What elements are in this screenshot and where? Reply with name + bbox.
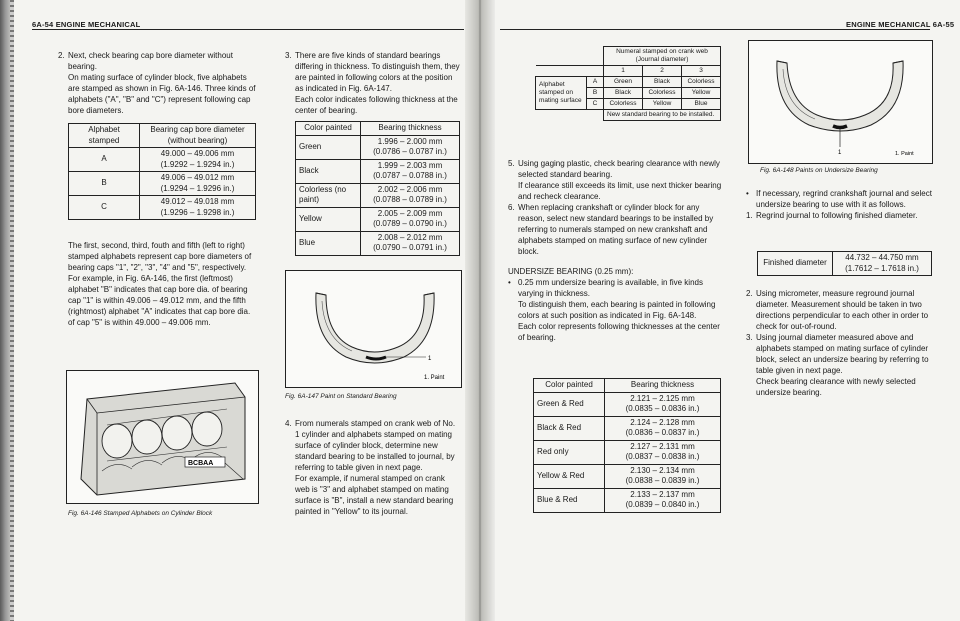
table-row: B 49.006 – 49.012 mm (1.9294 – 1.9296 in.) [69, 172, 256, 196]
figure-legend: 1. Paint [895, 151, 914, 157]
table-row: Finished diameter 44.732 – 44.750 mm (1.7612 – 1.7618 in.) [758, 252, 932, 276]
standard-bearing-table [295, 121, 460, 256]
table-row: Alphabet stamped on mating surface A Green Black Colorless [536, 77, 721, 88]
right-col-1 [508, 158, 726, 343]
table-row: C Colorless Yellow Blue [536, 99, 721, 110]
left-col-1 [58, 50, 258, 328]
table-header: Bearing thickness [605, 379, 721, 393]
right-page-header: ENGINE MECHANICAL 6A-55 [846, 20, 955, 29]
step-2: 2. Next, check bearing cap bore diameter without bearing. On mating surface of cylinder block, five alphabets are stamped as shown in Fig. 6A-146. Three kinds of alphabets ("A", "B" and "C") represent following cap bore diameters. [58, 50, 258, 116]
table-header: Bearing cap bore diameter (without bearing) [140, 124, 256, 148]
left-col-2-lower [285, 418, 461, 517]
left-page-header: 6A-54 ENGINE MECHANICAL [32, 20, 141, 29]
undersize-bearing-illustration [749, 41, 932, 163]
right-col-2-lower [746, 288, 932, 398]
figure-6a-146-caption: Fig. 6A-146 Stamped Alphabets on Cylinder Block [68, 510, 213, 517]
book-gutter [465, 0, 495, 621]
bearing-selection-matrix: Numeral stamped on crank web (Journal diameter) 1 2 3 Alphabet stamped on mating surface A Green Black Colorless B Black Colorless Yellow C Colorless Yellow Blue New standard bearing to be installed. [535, 46, 721, 121]
book-spine-edge [0, 0, 14, 621]
matrix-top-header: Numeral stamped on crank web (Journal diameter) [604, 47, 721, 66]
step-2-text: Next, check bearing cap bore diameter without bearing. [68, 51, 233, 71]
figure-6a-147-caption: Fig. 6A-147 Paint on Standard Bearing [285, 393, 397, 400]
undersize-bullet: • 0.25 mm undersize bearing is available, in five kinds varying in thickness. To distinguish them, each bearing is painted in following colors at such position as indicated in Fig. 6A-148. Each color represents following thicknesses at the center of bearing. [508, 278, 720, 342]
table-row: B Black Colorless Yellow [536, 88, 721, 99]
left-col-2 [285, 50, 461, 256]
figure-6a-148-caption: Fig. 6A-148 Paints on Undersize Bearing [760, 167, 878, 174]
matrix-side-header: Alphabet stamped on mating surface [536, 77, 587, 110]
table-header: Alphabet stamped [69, 124, 140, 148]
figure-6a-147 [285, 270, 462, 388]
table-row: Green & Red 2.121 – 2.125 mm (0.0835 – 0.0836 in.) [534, 392, 721, 416]
undersize-heading: UNDERSIZE BEARING (0.25 mm): [508, 267, 634, 276]
table-row: Red only 2.127 – 2.131 mm (0.0837 – 0.0838 in.) [534, 440, 721, 464]
step-3: 3. There are five kinds of standard bearings differing in thickness. To distinguish them, they are painted in following colors at the position as indicated in Fig. 6A-147. Each color indicates following thickness at the center of bearing. [285, 51, 460, 115]
stamp-letters: BCBAA [188, 460, 214, 467]
regrind-step-2: 2. Using micrometer, measure reground journal diameter. Measurement should be taken in two directions perpendicular to each other in order to check for out-of-round. [746, 289, 929, 331]
stamp-explanation: The first, second, third, fouth and fifth (left to right) stamped alphabets represent cap bore diameters of bearing caps "1", "2", "3", "4" and "5", respectively. For example, in Fig. 6A-146, the first (leftmost) alphabet "B" indicates that cap bore dia. of bearing cap "1" is within 49.006 – 49.012 mm, and the fifth (rightmost) alphabet "A" indicates that cap bore dia. of cap "5" is within 49.000 – 49.006 mm. [68, 241, 252, 327]
cap-bore-table [68, 123, 256, 220]
table-row: Black & Red 2.124 – 2.128 mm (0.0836 – 0.0837 in.) [534, 416, 721, 440]
matrix-note: New standard bearing to be installed. [604, 110, 721, 121]
table-row: Black 1.999 – 2.003 mm (0.0787 – 0.0788 in.) [296, 159, 460, 183]
callout-1: 1 [428, 356, 432, 362]
step-2-detail: On mating surface of cylinder block, five alphabets are stamped as shown in Fig. 6A-146. Three kinds of alphabets ("A", "B" and "C") represent following cap bore diameters. [68, 73, 256, 115]
table-header: Bearing thickness [361, 122, 460, 136]
left-header-rule [32, 29, 464, 30]
regrind-bullet: • If necessary, regrind crankshaft journal and select undersize bearing to use with it as follows. [746, 189, 932, 209]
figure-6a-148 [748, 40, 933, 164]
table-row: Yellow & Red 2.130 – 2.134 mm (0.0838 – 0.0839 in.) [534, 464, 721, 488]
right-header-rule [500, 29, 930, 30]
table-row: Yellow 2.005 – 2.009 mm (0.0789 – 0.0790 in.) [296, 207, 460, 231]
table-row: Blue & Red 2.133 – 2.137 mm (0.0839 – 0.0840 in.) [534, 488, 721, 512]
standard-bearing-illustration [286, 271, 461, 387]
table-header: Color painted [296, 122, 361, 136]
finished-diameter-table [757, 251, 932, 276]
figure-legend: 1. Paint [424, 375, 445, 381]
step-6: 6. When replacing crankshaft or cylinder block for any reason, select new standard bearings to be installed by referring to numerals stamped on new crankshaft and alphabets stamped on mating surface of new cylinder block. [508, 203, 714, 256]
table-row: C 49.012 – 49.018 mm (1.9296 – 1.9298 in.) [69, 196, 256, 220]
right-col-2 [746, 188, 932, 221]
table-row: Colorless (no paint) 2.002 – 2.006 mm (0.0788 – 0.0789 in.) [296, 183, 460, 207]
step-4: 4. From numerals stamped on crank web of No. 1 cylinder and alphabets stamped on mating surface of cylinder block, determine new standard bearing to be installed to journal, by referring to table given in next page. For example, if numeral stamped on crank web is "3" and alphabet stamped on mating surface is "B", install a new standard bearing painted in "Yellow" to its journal. [285, 419, 456, 516]
table-row: A 49.000 – 49.006 mm (1.9292 – 1.9294 in.) [69, 148, 256, 172]
table-row: Blue 2.008 – 2.012 mm (0.0790 – 0.0791 in.) [296, 231, 460, 255]
callout-1: 1 [838, 150, 842, 156]
regrind-step-3: 3. Using journal diameter measured above and alphabets stamped on mating surface of cylinder block, select an undersize bearing by referring to table given in next page. Check bearing clearance with newly selected undersize bearing. [746, 333, 929, 397]
cylinder-block-illustration [67, 371, 258, 503]
undersize-bearing-table [533, 378, 721, 513]
table-row: Green 1.996 – 2.000 mm (0.0786 – 0.0787 in.) [296, 135, 460, 159]
figure-6a-146 [66, 370, 259, 504]
regrind-step-1: 1. Regrind journal to following finished diameter. [746, 211, 918, 220]
step-5: 5. Using gaging plastic, check bearing clearance with newly selected standard bearing. If clearance still exceeds its limit, use next thicker bearing and recheck clearance. [508, 159, 722, 201]
table-header: Color painted [534, 379, 605, 393]
